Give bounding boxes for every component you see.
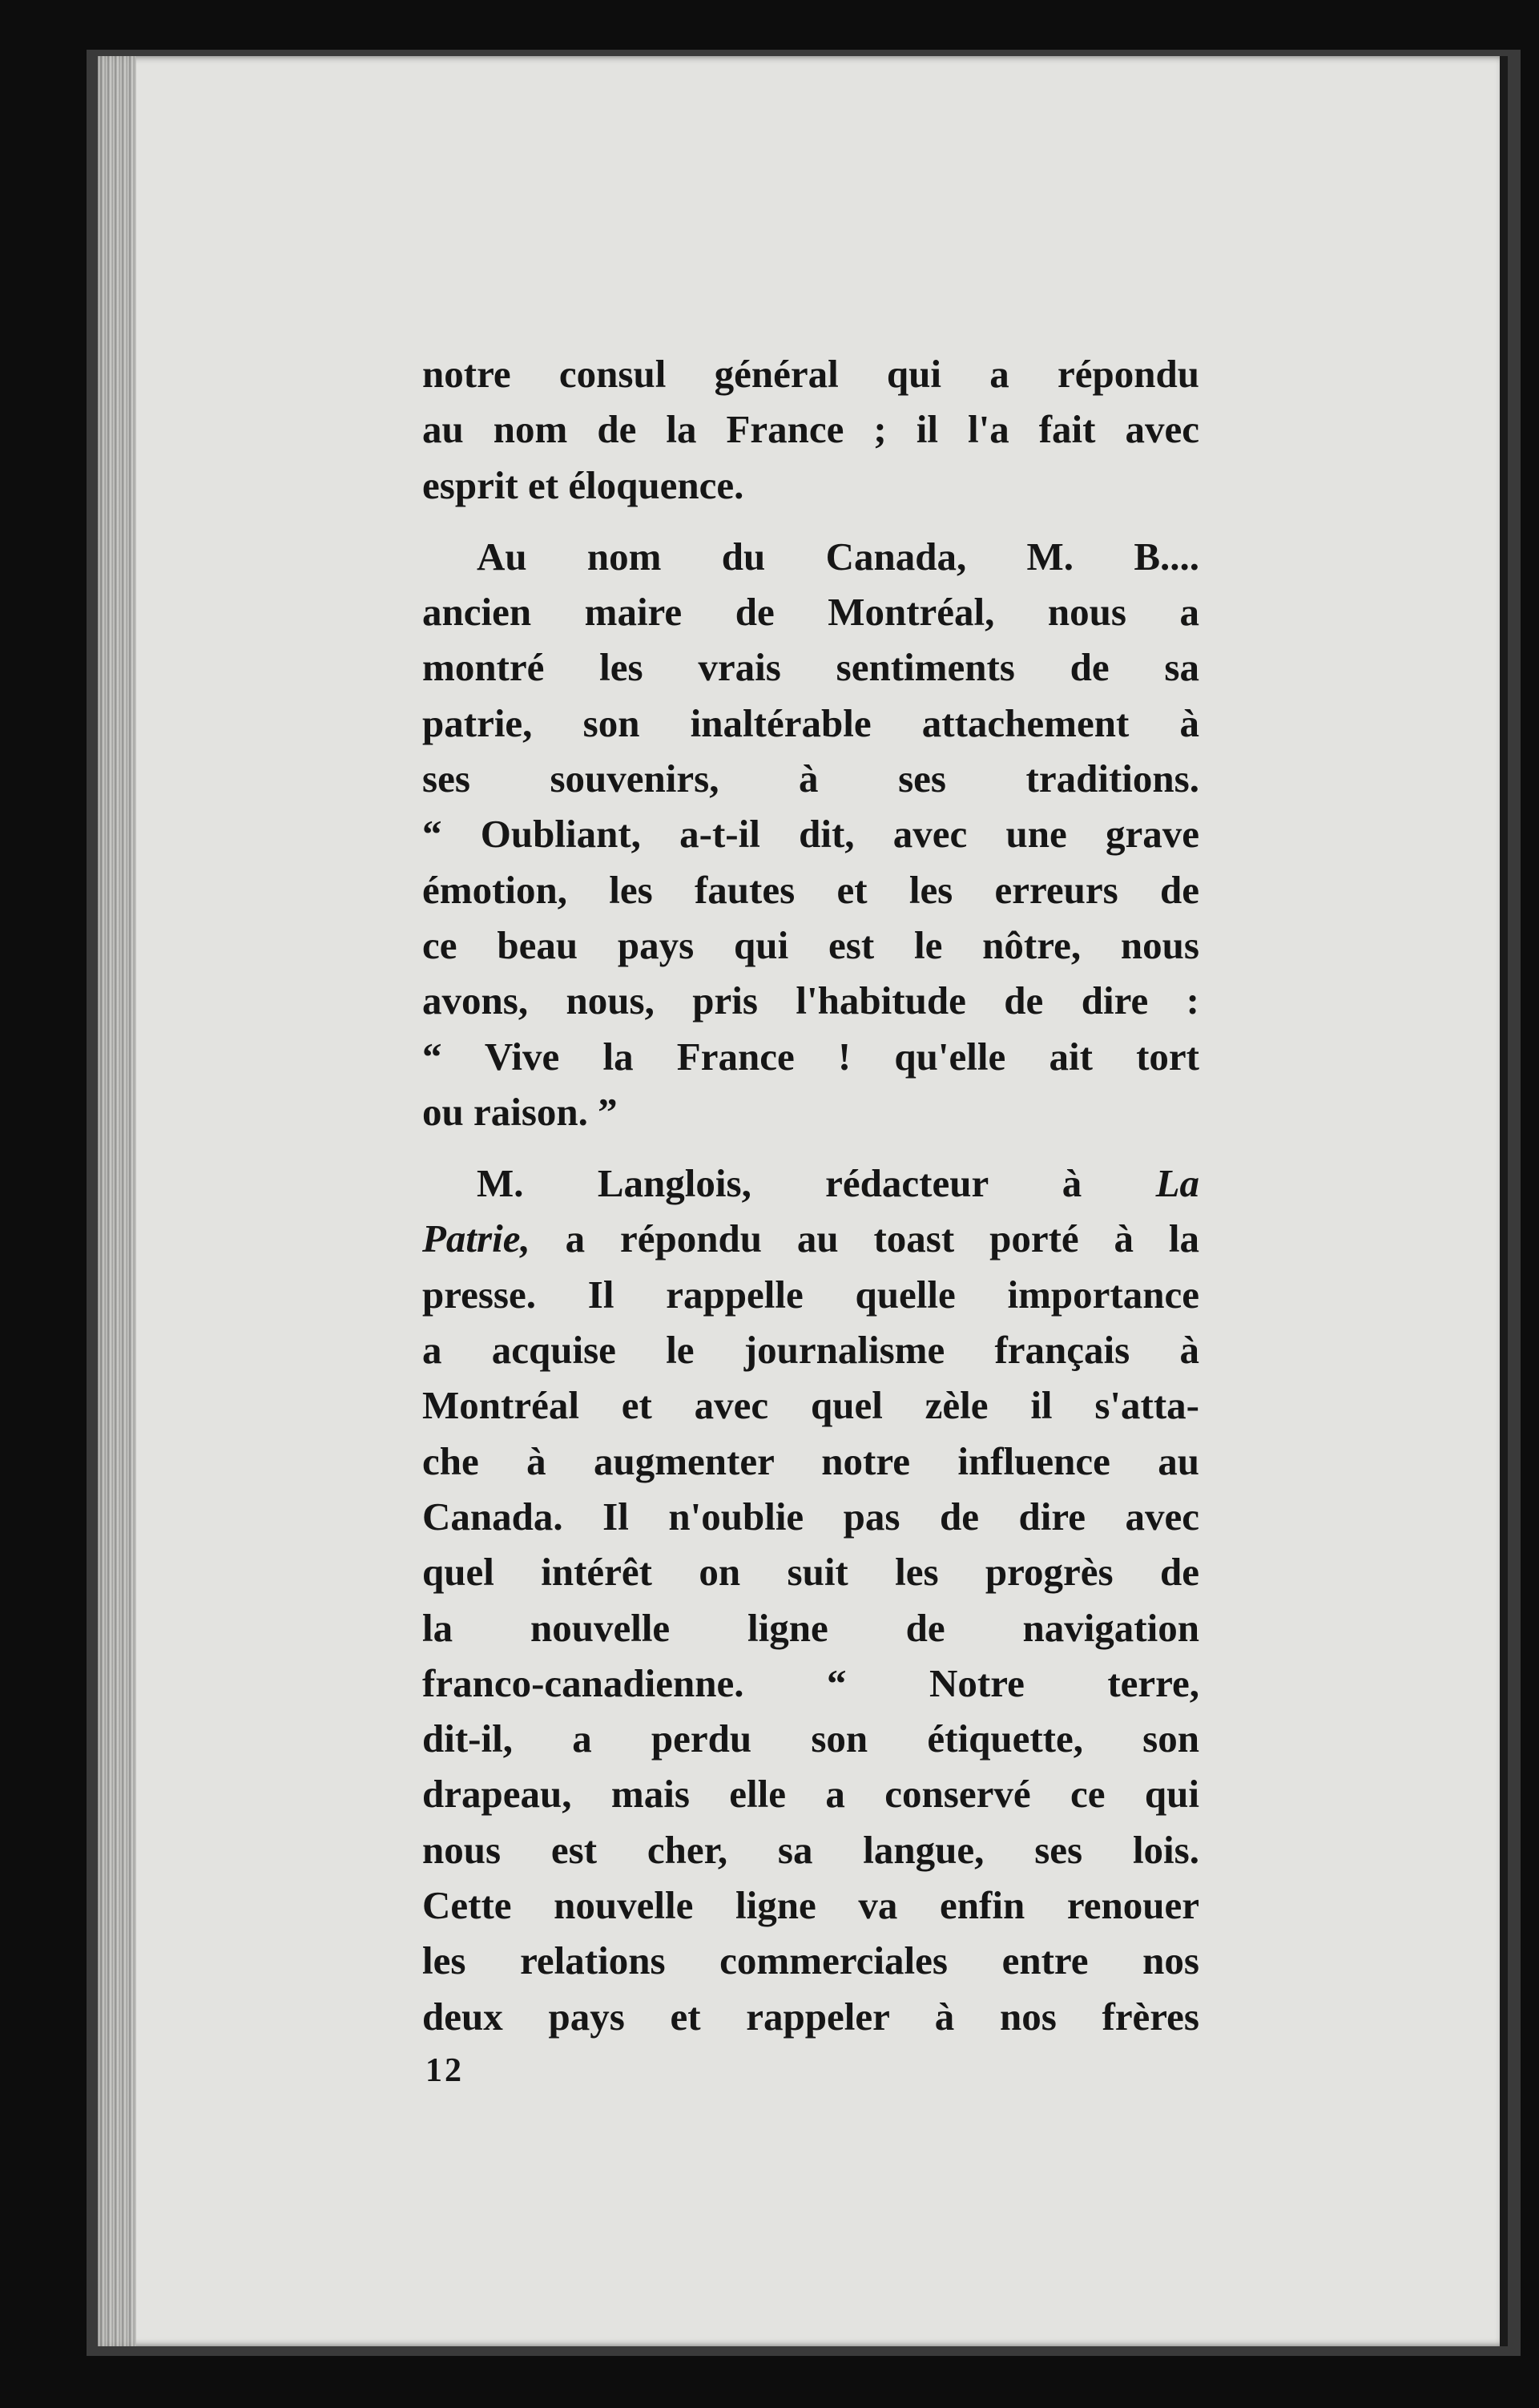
text-line: Montréal et avec quel zèle il s'atta- bbox=[422, 1383, 1199, 1428]
paragraph-2 bbox=[422, 529, 1199, 1139]
text-line: a acquise le journalisme français à bbox=[422, 1328, 1199, 1373]
page-right-edge bbox=[1500, 56, 1508, 2346]
newspaper-title: Patrie, bbox=[422, 1216, 530, 1261]
line-text: a répondu au toast porté à la bbox=[530, 1216, 1199, 1261]
text-line: patrie, son inaltérable attachement à bbox=[422, 700, 1199, 745]
text-line: dit-il, a perdu son étiquette, son bbox=[422, 1716, 1199, 1761]
text-line: “ Vive la France ! qu'elle ait tort bbox=[422, 1034, 1199, 1079]
text-line: deux pays et rappeler à nos frères bbox=[422, 1994, 1199, 2039]
text-line: esprit et éloquence. bbox=[422, 462, 744, 507]
text-line: presse. Il rappelle quelle importance bbox=[422, 1272, 1199, 1317]
text-line: drapeau, mais elle a conservé ce qui bbox=[422, 1772, 1199, 1817]
line-text: M. Langlois, rédacteur à bbox=[477, 1161, 1082, 1206]
text-line bbox=[422, 1156, 1199, 1211]
text-line: che à augmenter notre influence au bbox=[422, 1438, 1199, 1483]
text-line: la nouvelle ligne de navigation bbox=[422, 1605, 1199, 1650]
text-line: Au nom du Canada, M. B.... bbox=[477, 534, 1199, 579]
body-text bbox=[422, 346, 1199, 2044]
text-line: nous est cher, sa langue, ses lois. bbox=[422, 1827, 1199, 1872]
text-line: montré les vrais sentiments de sa bbox=[422, 645, 1199, 690]
newspaper-title: La bbox=[1155, 1161, 1199, 1206]
text-line: ses souvenirs, à ses traditions. bbox=[422, 756, 1199, 801]
text-line bbox=[422, 1211, 1199, 1266]
text-line: franco-canadienne. “ Notre terre, bbox=[422, 1660, 1199, 1705]
page-number: 12 bbox=[425, 2052, 464, 2089]
text-line: les relations commerciales entre nos bbox=[422, 1938, 1199, 1983]
paragraph-1 bbox=[422, 346, 1199, 513]
text-line: quel intérêt on suit les progrès de bbox=[422, 1550, 1199, 1595]
page-binding-edge bbox=[98, 56, 136, 2346]
text-line: Canada. Il n'oublie pas de dire avec bbox=[422, 1494, 1199, 1539]
text-line: notre consul général qui a répondu bbox=[422, 352, 1199, 396]
paragraph-3 bbox=[422, 1156, 1199, 2044]
text-line: ou raison. ” bbox=[422, 1089, 618, 1134]
text-line: au nom de la France ; il l'a fait avec bbox=[422, 407, 1199, 452]
text-line: avons, nous, pris l'habitude de dire : bbox=[422, 978, 1199, 1023]
text-line: Cette nouvelle ligne va enfin renouer bbox=[422, 1883, 1199, 1928]
text-line: ancien maire de Montréal, nous a bbox=[422, 590, 1199, 635]
text-line: ce beau pays qui est le nôtre, nous bbox=[422, 922, 1199, 967]
text-line: “ Oubliant, a-t-il dit, avec une grave bbox=[422, 812, 1199, 857]
text-line: émotion, les fautes et les erreurs de bbox=[422, 867, 1199, 912]
